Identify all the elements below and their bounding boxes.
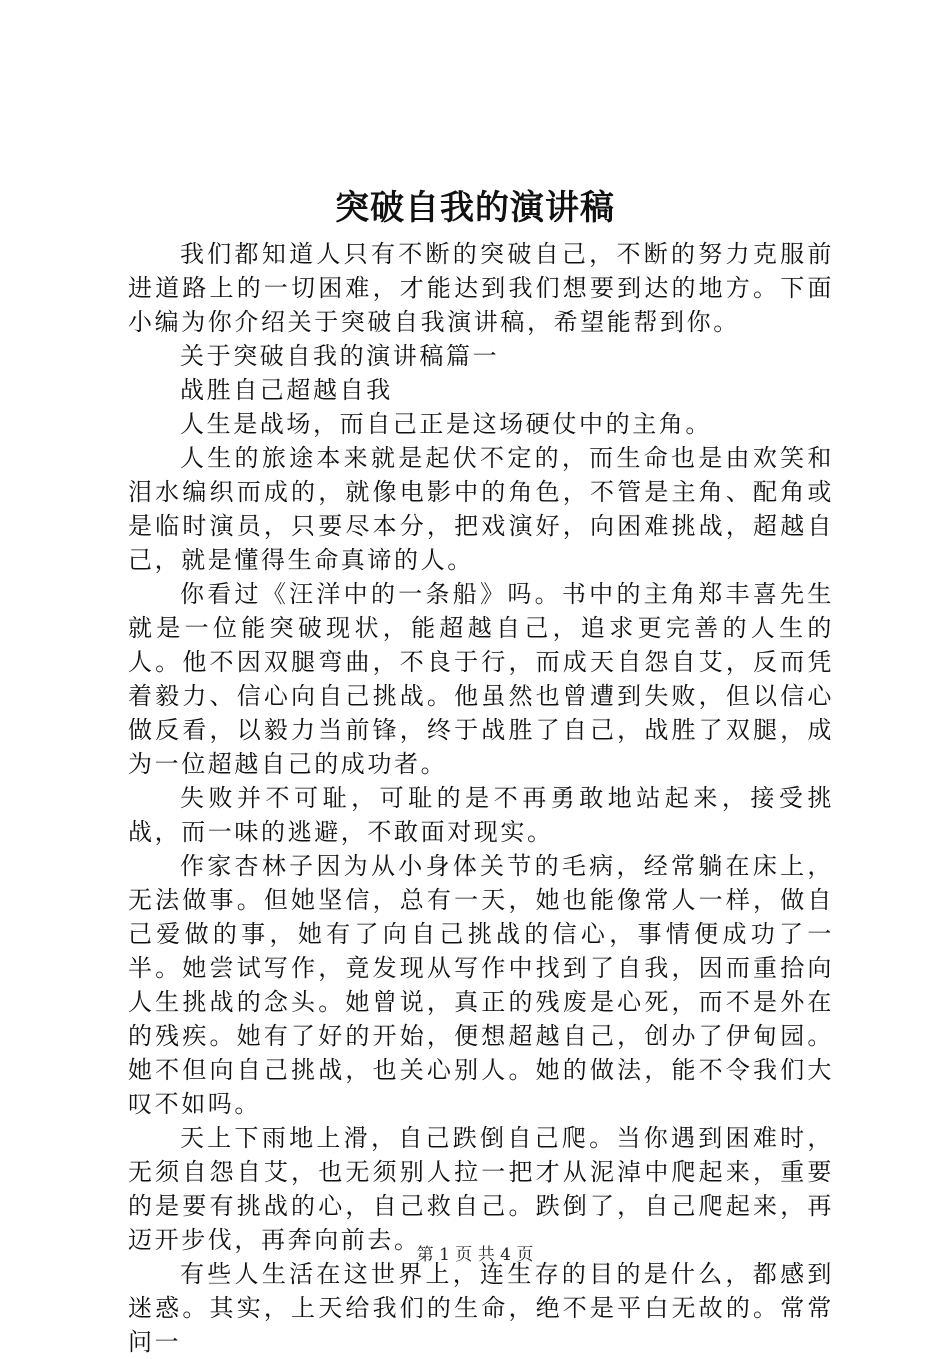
paragraph: 有些人生活在这世界上，连生存的目的是什么，都感到迷惑。其实，上天给我们的生命，绝不是平白无故的。常常问一 xyxy=(128,1260,834,1356)
paragraph-intro: 我们都知道人只有不断的突破自己，不断的努力克服前进道路上的一切困难，才能达到我们想要到达的地方。下面小编为你介绍关于突破自我演讲稿，希望能帮到你。 xyxy=(128,240,834,336)
paragraph-section-heading: 关于突破自我的演讲稿篇一 xyxy=(180,342,500,370)
paragraph: 你看过《汪洋中的一条船》吗。书中的主角郑丰喜先生就是一位能突破现状，能超越自己，追求更完善的人生的人。他不因双腿弯曲，不良于行，而成天自怨自艾，反而凭着毅力、信心向自己挑战。他虽然也曾遭到失败，但以信心做反看，以毅力当前锋，终于战胜了自己，战胜了双腿，成为一位超越自己的成功者。 xyxy=(128,580,834,778)
paragraph: 失败并不可耻，可耻的是不再勇敢地站起来，接受挑战，而一味的逃避，不敢面对现实。 xyxy=(128,784,834,846)
document-body xyxy=(128,237,834,1359)
paragraph: 人生是战场，而自己正是这场硬仗中的主角。 xyxy=(180,410,712,438)
paragraph: 作家杏林子因为从小身体关节的毛病，经常躺在床上，无法做事。但她坚信，总有一天，她也能像常人一样，做自己爱做的事，她有了向自己挑战的信心，事情便成功了一半。她尝试写作，竟发现从写作中找到了自我，因而重拾向人生挑战的念头。她曾说，真正的残废是心死，而不是外在的残疾。她有了好的开始，便想超越自己，创办了伊甸园。她不但向自己挑战，也关心别人。她的做法，能不令我们大叹不如吗。 xyxy=(128,852,834,1118)
page-number-footer: 第 1 页 共 4 页 xyxy=(416,1245,534,1265)
paragraph-subtitle: 战胜自己超越自我 xyxy=(180,376,393,404)
paragraph: 天上下雨地上滑，自己跌倒自己爬。当你遇到困难时，无须自怨自艾，也无须别人拉一把才从泥淖中爬起来，重要的是要有挑战的心，自己救自己。跌倒了，自己爬起来，再迈开步伐，再奔向前去。 xyxy=(128,1124,834,1254)
paragraph: 人生的旅途本来就是起伏不定的，而生命也是由欢笑和泪水编织而成的，就像电影中的角色，不管是主角、配角或是临时演员，只要尽本分，把戏演好，向困难挑战，超越自己，就是懂得生命真谛的人。 xyxy=(128,444,834,574)
document-title: 突破自我的演讲稿 xyxy=(335,188,615,228)
